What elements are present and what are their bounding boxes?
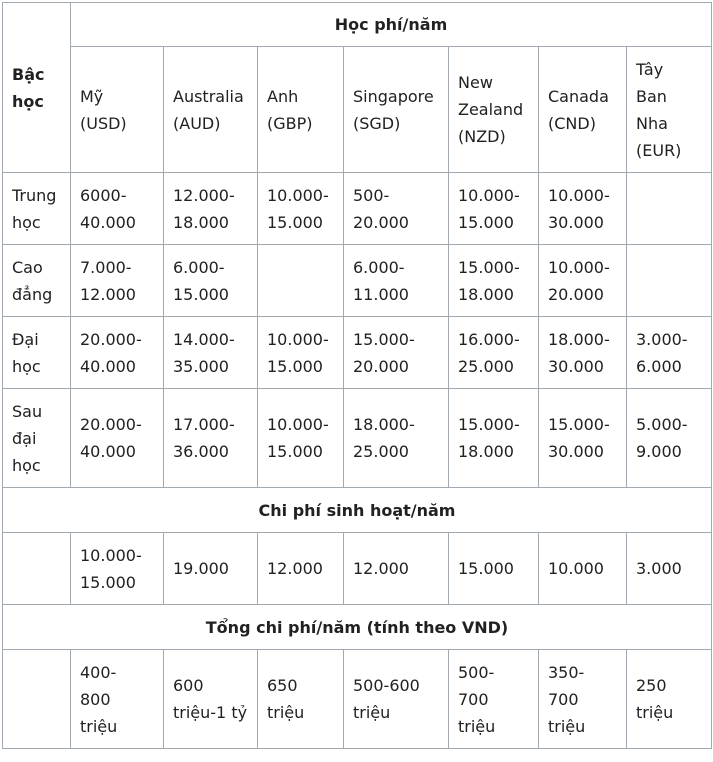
cell-line: đại (12, 428, 37, 448)
cell-line: 10.000- (548, 257, 610, 277)
cell-line: 350- (548, 662, 585, 682)
cell-line: 700 (458, 689, 489, 709)
tuition-value-cell (627, 173, 712, 245)
cell-line: triệu (636, 703, 674, 722)
cell-line: Trung (12, 185, 57, 205)
level-label (3, 389, 71, 488)
cell-line: Singapore (353, 86, 434, 106)
cell-line: Canada (548, 86, 609, 106)
cell-line: 15.000 (458, 212, 514, 232)
total-cost-header: Tổng chi phí/năm (tính theo VND) (3, 605, 712, 650)
cell-line: Nha (636, 113, 668, 133)
tuition-value-cell (449, 173, 539, 245)
cell-line: 12.000 (80, 284, 136, 304)
cell-line: 18.000- (548, 329, 610, 349)
cell-line: học (12, 455, 41, 475)
tuition-value-cell (71, 389, 164, 488)
tuition-value-cell (627, 245, 712, 317)
cell-line: 10.000- (80, 545, 142, 565)
cell-line: 30.000 (548, 356, 604, 376)
cell-line: 20.000 (353, 212, 409, 232)
cell-line: Zealand (458, 100, 524, 119)
country-column-header (258, 47, 344, 173)
cell-line: 500-600 (353, 676, 420, 695)
country-column-header (71, 47, 164, 173)
cell-line: 10.000- (267, 329, 329, 349)
total-cost-row (3, 650, 712, 749)
cell-line: New (458, 73, 493, 92)
cell-line: 16.000- (458, 329, 520, 349)
cell-line: đẳng (12, 284, 53, 304)
living-cost-cell (539, 533, 627, 605)
cell-line: Ban (636, 86, 667, 106)
cell-line: 800 (80, 689, 111, 709)
header-row-group (3, 3, 712, 47)
cell-line: (CND) (548, 113, 596, 133)
living-cost-cell (627, 533, 712, 605)
cell-line: 18.000- (353, 415, 415, 434)
cell-line: triệu (548, 716, 586, 736)
tuition-table (2, 2, 712, 749)
cell-line: 700 (548, 689, 579, 709)
tuition-value-cell (71, 173, 164, 245)
cell-line: 6000- (80, 185, 127, 205)
cell-line: 12.000 (353, 559, 409, 578)
cell-line: 15.000 (458, 559, 514, 578)
cell-line: 10.000- (267, 415, 329, 434)
living-cost-header: Chi phí sinh hoạt/năm (3, 488, 712, 533)
cell-line: 400- (80, 662, 117, 682)
tuition-value-cell (627, 389, 712, 488)
cell-line: 20.000- (80, 415, 142, 434)
tuition-value-cell (539, 245, 627, 317)
tuition-value-cell (344, 173, 449, 245)
tuition-value-cell (258, 173, 344, 245)
cell-line: 40.000 (80, 212, 136, 232)
tuition-table-body (3, 3, 712, 749)
tuition-value-cell (344, 317, 449, 389)
country-column-header (449, 47, 539, 173)
table-row (3, 173, 712, 245)
tuition-value-cell (539, 317, 627, 389)
cell-line: Đại (12, 329, 39, 349)
total-cost-cell (539, 650, 627, 749)
tuition-value-cell (449, 317, 539, 389)
cell-line: 10.000- (548, 185, 610, 205)
cell-line: học (12, 91, 44, 111)
cell-line: (EUR) (636, 140, 682, 160)
tuition-value-cell (164, 317, 258, 389)
total-cost-cell (71, 650, 164, 749)
cell-line: 15.000- (458, 257, 520, 277)
cell-line: triệu (353, 703, 391, 722)
cell-line: học (12, 212, 41, 232)
country-column-header (627, 47, 712, 173)
cell-line: 650 (267, 676, 298, 695)
cell-line: 18.000 (173, 212, 229, 232)
tuition-value-cell (258, 317, 344, 389)
tuition-value-cell (71, 245, 164, 317)
cell-line: 10.000- (458, 185, 520, 205)
cell-line: (NZD) (458, 127, 506, 146)
cell-line: 15.000 (80, 572, 136, 592)
tuition-value-cell (71, 317, 164, 389)
cell-line: triệu (80, 716, 118, 736)
cell-line: 40.000 (80, 356, 136, 376)
cell-line: Anh (267, 86, 299, 106)
tuition-value-cell (344, 389, 449, 488)
cell-line: 6.000 (636, 356, 682, 376)
cell-line: (AUD) (173, 113, 221, 133)
tuition-group-header: Học phí/năm (71, 3, 712, 47)
cell-line: 15.000- (548, 415, 610, 434)
cell-line: Bậc (12, 64, 45, 84)
cell-line: Mỹ (80, 86, 104, 106)
cell-line: triệu (267, 703, 305, 722)
cell-line: Australia (173, 86, 244, 106)
cell-line: 15.000- (353, 329, 415, 349)
cell-line: 20.000 (353, 356, 409, 376)
cell-line: 12.000- (173, 185, 235, 205)
cell-line: Tây (636, 59, 664, 79)
cell-line: 500- (458, 662, 495, 682)
total-cost-cell (449, 650, 539, 749)
cell-line: 15.000 (267, 212, 323, 232)
level-header (3, 3, 71, 173)
level-label (3, 317, 71, 389)
living-cost-cell (449, 533, 539, 605)
table-row (3, 317, 712, 389)
country-column-header (344, 47, 449, 173)
cell-line: Cao (12, 257, 43, 277)
living-cost-cell (344, 533, 449, 605)
level-label (3, 245, 71, 317)
cell-line: 6.000- (353, 257, 405, 277)
cell-line: 6.000- (173, 257, 225, 277)
empty-cell (3, 650, 71, 749)
cell-line: 19.000 (173, 559, 229, 578)
tuition-value-cell (539, 173, 627, 245)
total-cost-cell (344, 650, 449, 749)
tuition-value-cell (164, 173, 258, 245)
cell-line: 3.000 (636, 559, 682, 578)
living-cost-cell (164, 533, 258, 605)
cell-line: 40.000 (80, 442, 136, 461)
total-cost-cell (258, 650, 344, 749)
table-row (3, 389, 712, 488)
cell-line: học (12, 356, 41, 376)
total-cost-section (3, 605, 712, 650)
cell-line: 5.000- (636, 415, 688, 434)
cell-line: triệu (458, 716, 496, 736)
cell-line: 20.000 (548, 284, 604, 304)
country-column-header (164, 47, 258, 173)
level-label (3, 173, 71, 245)
living-cost-section (3, 488, 712, 533)
country-column-header (539, 47, 627, 173)
cell-line: 25.000 (353, 442, 409, 461)
cell-line: 12.000 (267, 559, 323, 578)
tuition-value-cell (164, 389, 258, 488)
cell-line: 600 (173, 676, 204, 695)
cell-line: 11.000 (353, 284, 409, 304)
cell-line: 35.000 (173, 356, 229, 376)
cell-line: triệu-1 tỷ (173, 703, 248, 722)
cell-line: 30.000 (548, 212, 604, 232)
tuition-value-cell (627, 317, 712, 389)
total-cost-cell (164, 650, 258, 749)
living-cost-row (3, 533, 712, 605)
cell-line: (GBP) (267, 113, 313, 133)
cell-line: 20.000- (80, 329, 142, 349)
cell-line: 30.000 (548, 442, 604, 461)
cell-line: 15.000- (458, 415, 520, 434)
cell-line: 9.000 (636, 442, 682, 461)
cell-line: 15.000 (267, 356, 323, 376)
living-cost-cell (71, 533, 164, 605)
cell-line: 15.000 (173, 284, 229, 304)
cell-line: 10.000- (267, 185, 329, 205)
living-cost-cell (258, 533, 344, 605)
tuition-value-cell (344, 245, 449, 317)
cell-line: (SGD) (353, 113, 401, 133)
tuition-value-cell (449, 389, 539, 488)
header-row-countries (3, 47, 712, 173)
cell-line: 18.000 (458, 442, 514, 461)
cell-line: 10.000 (548, 559, 604, 578)
cell-line: 15.000 (267, 442, 323, 461)
cell-line: 36.000 (173, 442, 229, 461)
cell-line: (USD) (80, 113, 127, 133)
cell-line: 3.000- (636, 329, 688, 349)
tuition-value-cell (258, 245, 344, 317)
tuition-value-cell (449, 245, 539, 317)
cell-line: 250 (636, 676, 667, 695)
cell-line: 14.000- (173, 329, 235, 349)
cell-line: 25.000 (458, 356, 514, 376)
cell-line: 18.000 (458, 284, 514, 304)
cell-line: 17.000- (173, 415, 235, 434)
tuition-value-cell (539, 389, 627, 488)
empty-cell (3, 533, 71, 605)
cell-line: 7.000- (80, 257, 132, 277)
total-cost-cell (627, 650, 712, 749)
tuition-value-cell (164, 245, 258, 317)
cell-line: Sau (12, 401, 43, 421)
table-row (3, 245, 712, 317)
cell-line: 500- (353, 185, 390, 205)
tuition-value-cell (258, 389, 344, 488)
